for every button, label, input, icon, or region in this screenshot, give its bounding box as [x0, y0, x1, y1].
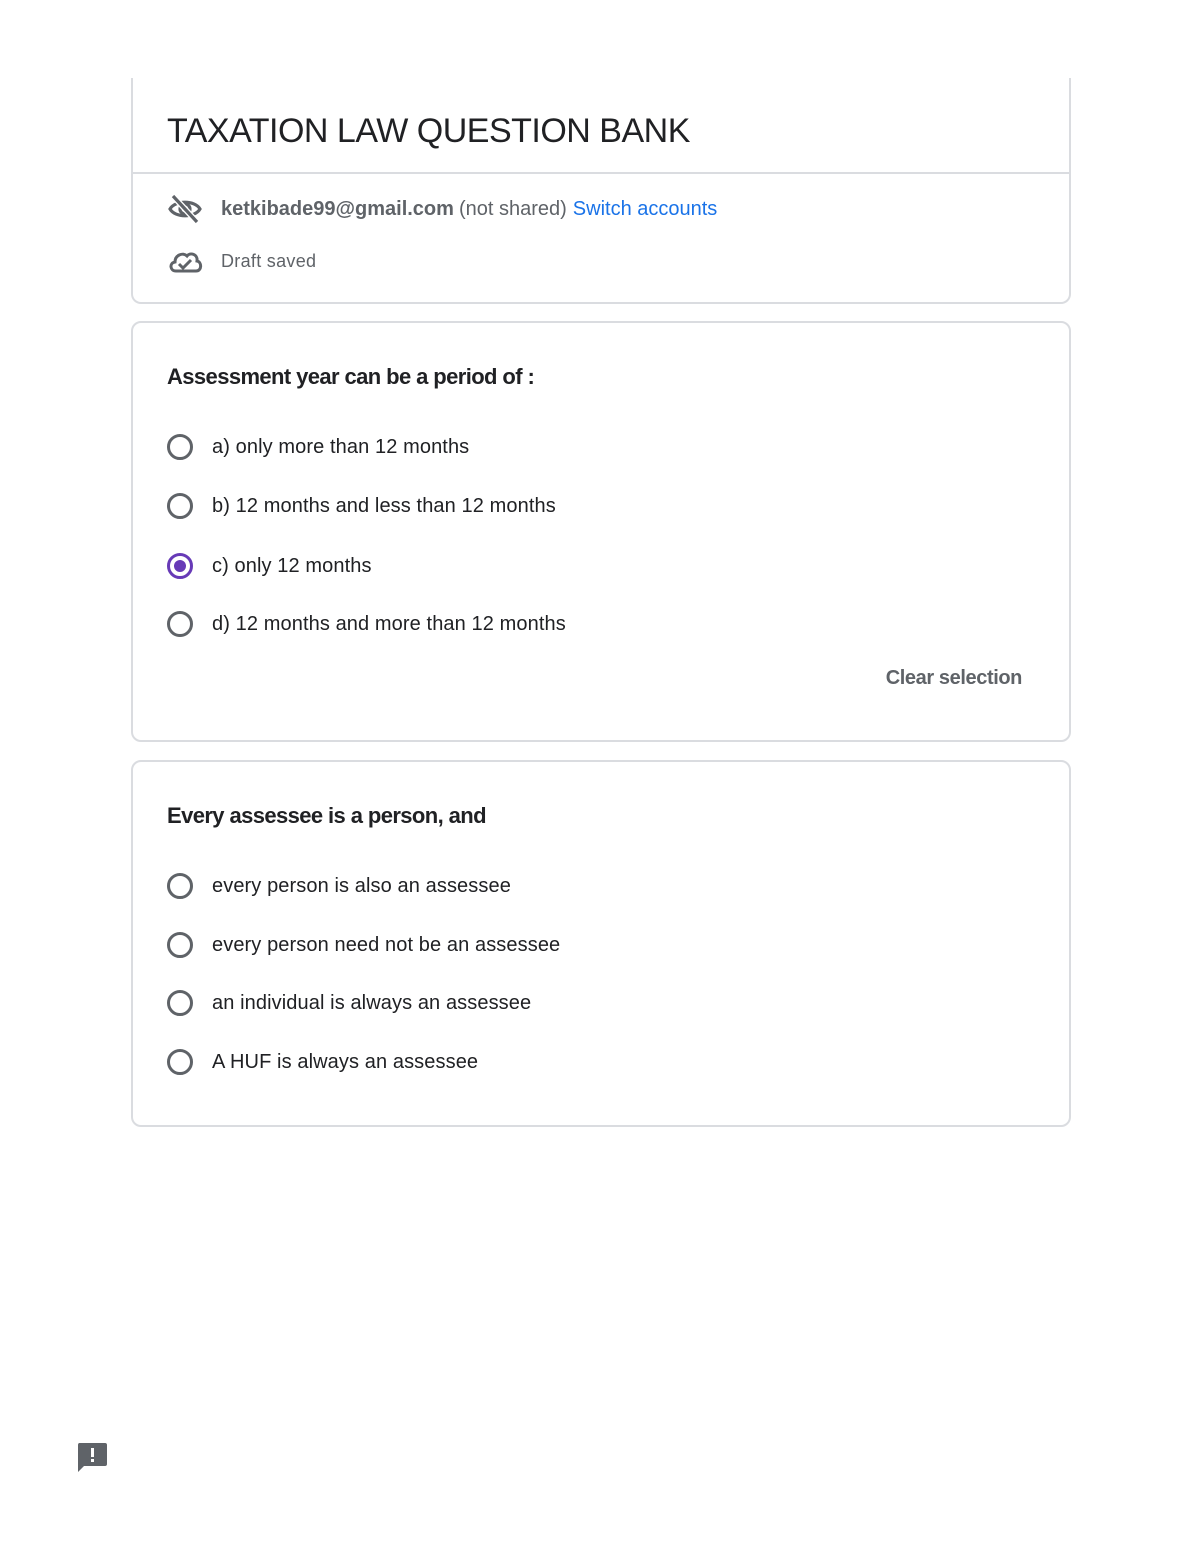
- form-header-card: [131, 78, 1071, 304]
- radio-button[interactable]: [167, 990, 193, 1016]
- question-card: [131, 760, 1071, 1127]
- not-shared-label: (not shared): [458, 197, 567, 220]
- radio-option[interactable]: [167, 430, 469, 464]
- radio-option[interactable]: [167, 607, 566, 641]
- option-label: c) only 12 months: [212, 554, 372, 577]
- radio-button[interactable]: [167, 1049, 193, 1075]
- radio-button[interactable]: [167, 932, 193, 958]
- feedback-icon[interactable]: [76, 1441, 108, 1473]
- option-label: an individual is always an assessee: [212, 991, 532, 1014]
- question-title: Every assessee is a person, and: [167, 803, 486, 828]
- radio-button[interactable]: [167, 434, 193, 460]
- radio-option-selected[interactable]: [167, 549, 372, 583]
- radio-option[interactable]: [167, 928, 560, 962]
- switch-accounts-link[interactable]: Switch accounts: [572, 197, 718, 220]
- radio-option[interactable]: [167, 986, 531, 1020]
- account-email: ketkibade99@gmail.com: [221, 197, 454, 220]
- cloud-done-icon: [167, 244, 203, 278]
- draft-status-row: [167, 244, 316, 278]
- draft-status: Draft saved: [221, 250, 317, 271]
- option-label: d) 12 months and more than 12 months: [212, 612, 566, 635]
- question-card: [131, 321, 1071, 742]
- radio-button[interactable]: [167, 611, 193, 637]
- form-title: TAXATION LAW QUESTION BANK: [167, 112, 690, 150]
- option-label: every person need not be an assessee: [212, 933, 561, 956]
- question-title: Assessment year can be a period of :: [167, 364, 535, 389]
- option-label: A HUF is always an assessee: [212, 1050, 479, 1073]
- radio-button[interactable]: [167, 873, 193, 899]
- radio-button[interactable]: [167, 493, 193, 519]
- eye-off-icon: [167, 192, 203, 226]
- clear-selection-button[interactable]: Clear selection: [885, 667, 1022, 689]
- header-divider: [133, 172, 1069, 174]
- option-label: b) 12 months and less than 12 months: [212, 494, 556, 517]
- radio-option[interactable]: [167, 1045, 478, 1079]
- account-row: [167, 192, 717, 226]
- option-label: a) only more than 12 months: [212, 435, 470, 458]
- option-label: every person is also an assessee: [212, 874, 511, 897]
- radio-button-checked[interactable]: [167, 553, 193, 579]
- radio-option[interactable]: [167, 489, 556, 523]
- radio-option[interactable]: [167, 869, 511, 903]
